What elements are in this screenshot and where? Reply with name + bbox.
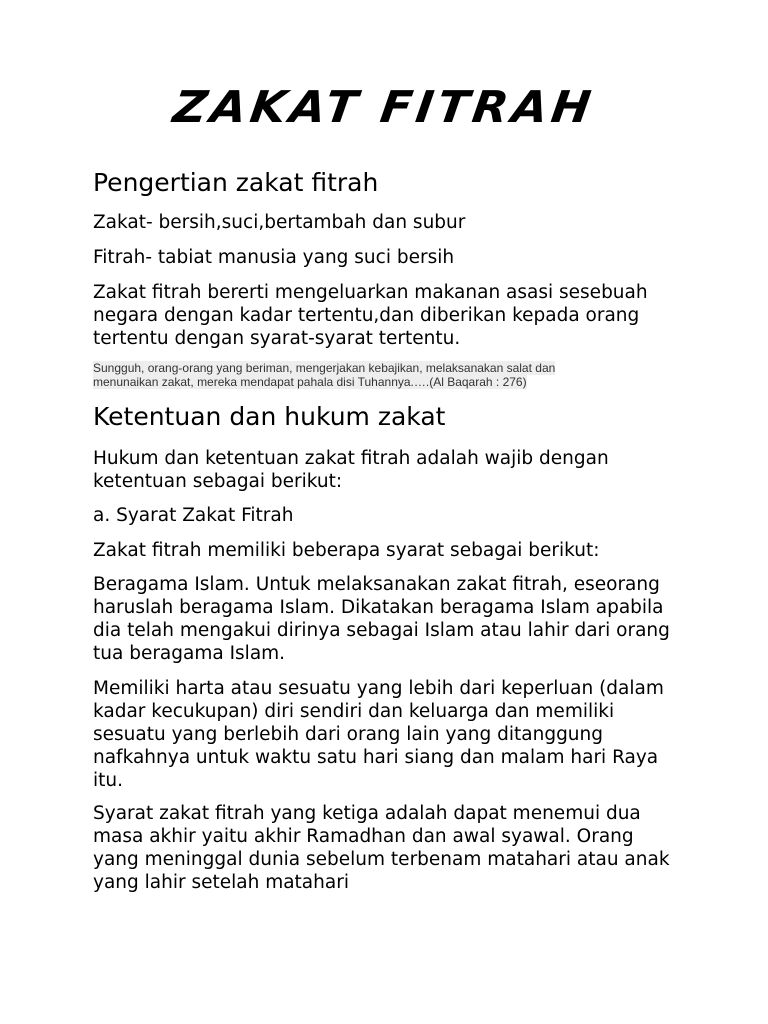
paragraph-zakat-fitrah-meaning: Zakat fitrah bererti mengeluarkan makanan asasi sesebuah negara dengan kadar tertentu,dan diberikan kepada orang tertentu dengan syarat-syarat tertentu. [93, 282, 648, 349]
section-heading-ketentuan: Ketentuan dan hukum zakat [93, 402, 446, 431]
paragraph-memiliki-harta: Memiliki harta atau sesuatu yang lebih dari keperluan (dalam kadar kecukupan) diri sendiri dan keluarga dan memiliki sesuatu yang berlebih dari orang lain yang ditanggung nafkahnya untuk waktu satu hari siang dan malam hari Raya itu. [93, 678, 664, 791]
document-title: ZAKAT FITRAH [170, 81, 598, 133]
section-heading-pengertian: Pengertian zakat fitrah [93, 168, 379, 197]
paragraph-syarat-intro: Zakat fitrah memiliki beberapa syarat sebagai berikut: [93, 540, 600, 561]
quote-line-2: menunaikan zakat, mereka mendapat pahala disi Tuhannya.….(Al Baqarah : 276) [93, 375, 527, 389]
quran-quote [93, 361, 633, 389]
paragraph-syarat-heading: a. Syarat Zakat Fitrah [93, 505, 294, 526]
paragraph-syarat-ketiga: Syarat zakat fitrah yang ketiga adalah dapat menemui dua masa akhir yaitu akhir Ramadhan dan awal syawal. Orang yang meninggal dunia sebelum terbenam matahari atau anak yang lahir setelah matahari [93, 803, 670, 893]
paragraph-hukum: Hukum dan ketentuan zakat fitrah adalah wajib dengan ketentuan sebagai berikut: [93, 448, 609, 492]
paragraph-beragama-islam: Beragama Islam. Untuk melaksanakan zakat fitrah, eseorang haruslah beragama Islam. Dikatakan beragama Islam apabila dia telah mengakui dirinya sebagai Islam atau lahir dari orang tua beragama Islam. [93, 574, 670, 664]
paragraph-zakat-definition: Zakat- bersih,suci,bertambah dan subur [93, 212, 466, 233]
paragraph-fitrah-definition: Fitrah- tabiat manusia yang suci bersih [93, 247, 455, 268]
quote-line-1: Sungguh, orang-orang yang beriman, mengerjakan kebajikan, melaksanakan salat dan [93, 361, 556, 375]
